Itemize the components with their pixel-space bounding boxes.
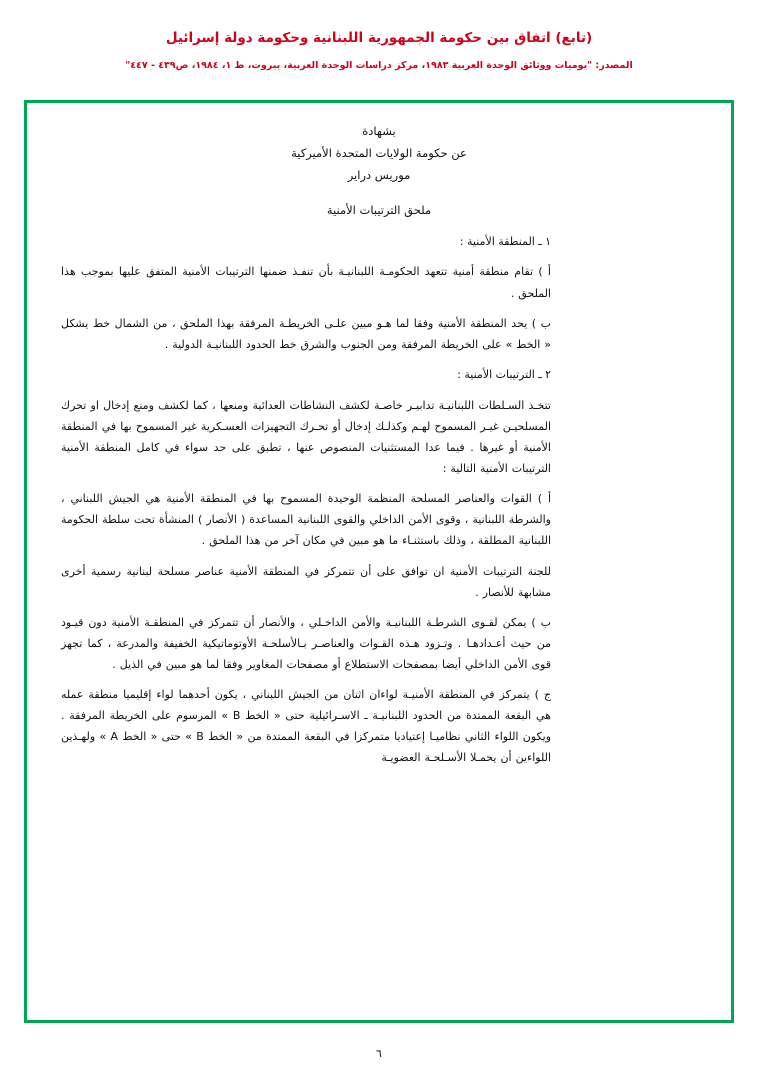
section-2-paragraph-c: ج ) يتمركز في المنطقة الأمنيـة لواءان اثنان من الجيش اللبناني ، يكون أحدهما لواء إقليميا منطقة عمله هي البقعة الممتدة من الحدود اللبنانيـة ـ الاسـرائيلية حتى « الخط B » المرسوم على الخريطة المرفقة . ويكون اللواء الثاني نظاميـا إعتياديا متمركزا في البقعة الممتدة من « الخط B » حتى « الخط A » ولهـذين اللواءين أن يحمـلا الأسـلحـة العضويـة bbox=[61, 688, 552, 765]
section-2-heading: ٢ ـ الترتيبات الأمنية : bbox=[457, 367, 551, 381]
page-title: (تابع) اتفاق بين حكومة الجمهورية اللبنانية وحكومة دولة إسرائيل bbox=[165, 30, 593, 46]
preamble-line-1: بشهادة bbox=[362, 124, 396, 138]
content-area bbox=[27, 103, 731, 1020]
section-1-paragraph-a: أ ) تقام منطقة أمنية تتعهد الحكومـة اللبنانيـة بأن تنفـذ ضمنها الترتيبات الأمنية المتفق عليها بموجب هذا الملحق . bbox=[61, 265, 551, 300]
preamble-line-2: عن حكومة الولايات المتحدة الأميركية bbox=[291, 145, 467, 160]
preamble-line-3: موريس دراير bbox=[347, 167, 411, 182]
section-2-paragraph-b: ب ) يمكن لقـوى الشرطـة اللبنانيـة والأمن الداخـلي ، والأنصار أن تتمركز في المنطقـة الأمنية دون قيـود من حيث أعـدادهـا . وتـزود هـذه القـوات والعناصـر بـالأسلحـة الأوتوماتيكية الخفيفة والمدرعة ، كما تجهز قوى الأمن الداخلي أيضا بمصفحات الاستطلاع أو مصفحات المغاوير وفقا لما هو مبين في الذيل . bbox=[61, 615, 551, 671]
section-2-committee-note: للجنة الترتيبات الأمنية ان توافق على أن تتمركز في المنطقة الأمنية عناصر مسلحة لبنانية رسمية أخرى مشابهة للأنصار . bbox=[61, 564, 551, 599]
section-2-paragraph-a: أ ) القوات والعناصر المسلحة المنظمة الوحيدة المسموح بها في المنطقة الأمنية هي الجيش اللبناني ، والشرطة اللبنانية ، وقوى الأمن الداخلي والقوى اللبنانية المساعدة ( الأنصار ) المنشأة تحت سلطة الحكومة اللبنانية المطلقة ، وذلك باستثنـاء ما هو مبين في مكان آخر من هذا الملحق . bbox=[61, 492, 551, 548]
content-frame bbox=[24, 100, 734, 1023]
source-line: المصدر: "يوميات ووثائق الوحدة العربية ١٩٨٣، مركز دراسات الوحدة العربية، بيروت، ط ١، ١٩٨٤، ص٤٣٩ - ٤٤٧" bbox=[125, 60, 633, 71]
section-2-intro: تتخـذ السـلطات اللبنانيـة تدابيـر خاصـة لكشف النشاطات العدائية ومنعها ، كما لكشف ومنع إدخال او تحرك المسلحيـن غيـر المسموح لهـم وكذلـك إدخال أو تحـرك التجهيزات العسـكرية غير المسموح بها في المنطقة الأمنية أو غيرها . فيما عدا المستثنيات المنصوص عنها ، تطبق على حد سواء في كامل المنطقة الأمنية الترتيبات الأمنية التالية : bbox=[61, 398, 551, 476]
section-1-heading: ١ ـ المنطقة الأمنية : bbox=[459, 234, 551, 248]
section-title: ملحق الترتيبات الأمنية bbox=[326, 202, 432, 217]
page-number: ٦ bbox=[376, 1047, 382, 1060]
section-1-paragraph-b: ب ) يحد المنطقة الأمنية وفقا لما هـو مبين علـى الخريطـة المرفقة بهذا الملحق ، من الشمال خط يشكل « الخط » على الخريطة المرفقة ومن الجنوب والشرق خط الحدود اللبنانيـة الدولية . bbox=[61, 316, 551, 351]
